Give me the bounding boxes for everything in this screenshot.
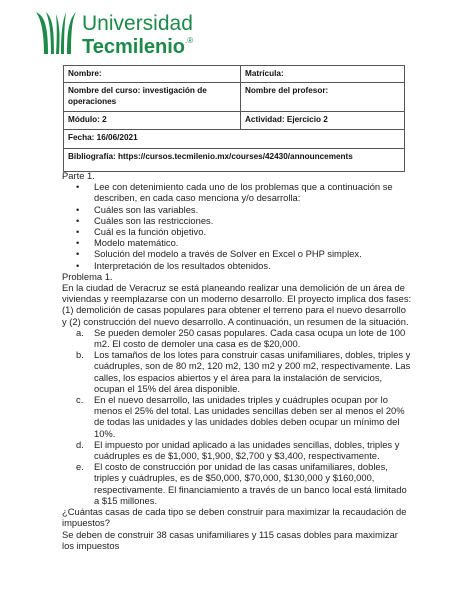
item-marker: d. [76, 438, 84, 450]
item-text: Se pueden demoler 250 casas populares. Cada casa ocupa un lote de 100 m2. El costo de demoler una casa es de $20,000. [94, 326, 406, 350]
logo-line-2 [82, 36, 193, 59]
matricula-cell: Matrícula: [241, 66, 405, 83]
logo-line-2-text: Tecmilenio [82, 36, 185, 58]
instructions-list [62, 181, 412, 271]
student-info-table [63, 65, 405, 172]
problem-item [76, 461, 412, 506]
university-logo [34, 10, 194, 58]
activity-cell: Actividad: Ejercicio 2 [241, 112, 405, 129]
problem-title: Problema 1. [62, 270, 113, 282]
module-cell: Módulo: 2 [64, 112, 241, 129]
item-marker: a. [76, 326, 84, 338]
instruction-item: • Cuáles son las variables. [84, 204, 412, 215]
item-marker: c. [76, 394, 84, 406]
problem-intro: En la ciudad de Veracruz se está planeando realizar una demolición de un área de viviendas y reemplazarse con un moderno desarrollo. El proyecto implica dos fases: (1) demolición de casas populares para obtener el terreno para el nuevo desarrollo y (2) construcción del nuevo desarrollo. A continuación, un resumen de la situación. [62, 282, 412, 327]
document-body [62, 170, 412, 551]
bibliography-cell: Bibliografía: https://cursos.tecmilenio.mx/courses/42430/announcements [64, 148, 405, 171]
logo-registered-mark: .® [185, 36, 194, 45]
instruction-item: • Modelo matemático. [84, 237, 412, 248]
course-name-cell: Nombre del curso: investigación de operaciones [64, 83, 241, 112]
problem-item [76, 438, 412, 462]
item-marker: b. [76, 349, 84, 361]
instruction-item: • Cuál es la función objetivo. [84, 226, 412, 237]
professor-name-cell: Nombre del profesor: [241, 83, 405, 112]
part-title: Parte 1. [62, 170, 95, 181]
item-text: Los tamaños de los lotes para construir casas unifamiliares, dobles, triples y cuádruples, son de 80 m2, 120 m2, 130 m2 y 200 m2, respectivamente. Las calles, los espacios abiertos y el área para la instalación de servicios, ocupan el 15% del área disponible. [94, 349, 411, 394]
answer-text: Se deben de construir 38 casas unifamiliares y 115 casas dobles para maximizar los impuestos [62, 528, 398, 551]
instruction-item: • Interpretación de los resultados obtenidos. [84, 260, 412, 271]
item-text: En el nuevo desarrollo, las unidades triples y cuádruples ocupan por lo menos el 25% del total. Las unidades sencillas deben ser al menos el 20% de todas las unidades y las unidades dobles deben ocupar un mínimo del 10%. [94, 394, 405, 439]
problem-item [76, 349, 412, 394]
item-text: El costo de construcción por unidad de las casas unifamiliares, dobles, triples y cuádruples, es de $50,000, $70,000, $130,000 y $160,000, respectivamente. El financiamiento a través de un banco local está limitado a $15 millones. [94, 461, 407, 506]
problem-items-list [62, 327, 412, 506]
date-cell: Fecha: 16/06/2021 [64, 129, 405, 148]
problem-item [76, 326, 412, 350]
item-marker: e. [76, 461, 84, 473]
instruction-item: • Lee con detenimiento cada uno de los problemas que a continuación se describen, en cada caso menciona y/o desarrolla: [84, 181, 412, 203]
item-text: El impuesto por unidad aplicado a las unidades sencillas, dobles, triples y cuádruples es de $1,000, $1,900, $2,700 y $3,400, respectivamente. [94, 438, 400, 462]
tecmilenio-leaf-logo-icon [34, 10, 78, 56]
nombre-cell: Nombre: [64, 66, 241, 83]
instruction-item: • Cuáles son las restricciones. [84, 215, 412, 226]
instruction-item: • Solución del modelo a través de Solver en Excel o PHP simplex. [84, 248, 412, 259]
logo-line-1: Universidad [82, 12, 193, 35]
question-text: ¿Cuántas casas de cada tipo se deben construir para maximizar la recaudación de impuestos? [62, 506, 407, 529]
problem-item [76, 394, 412, 439]
